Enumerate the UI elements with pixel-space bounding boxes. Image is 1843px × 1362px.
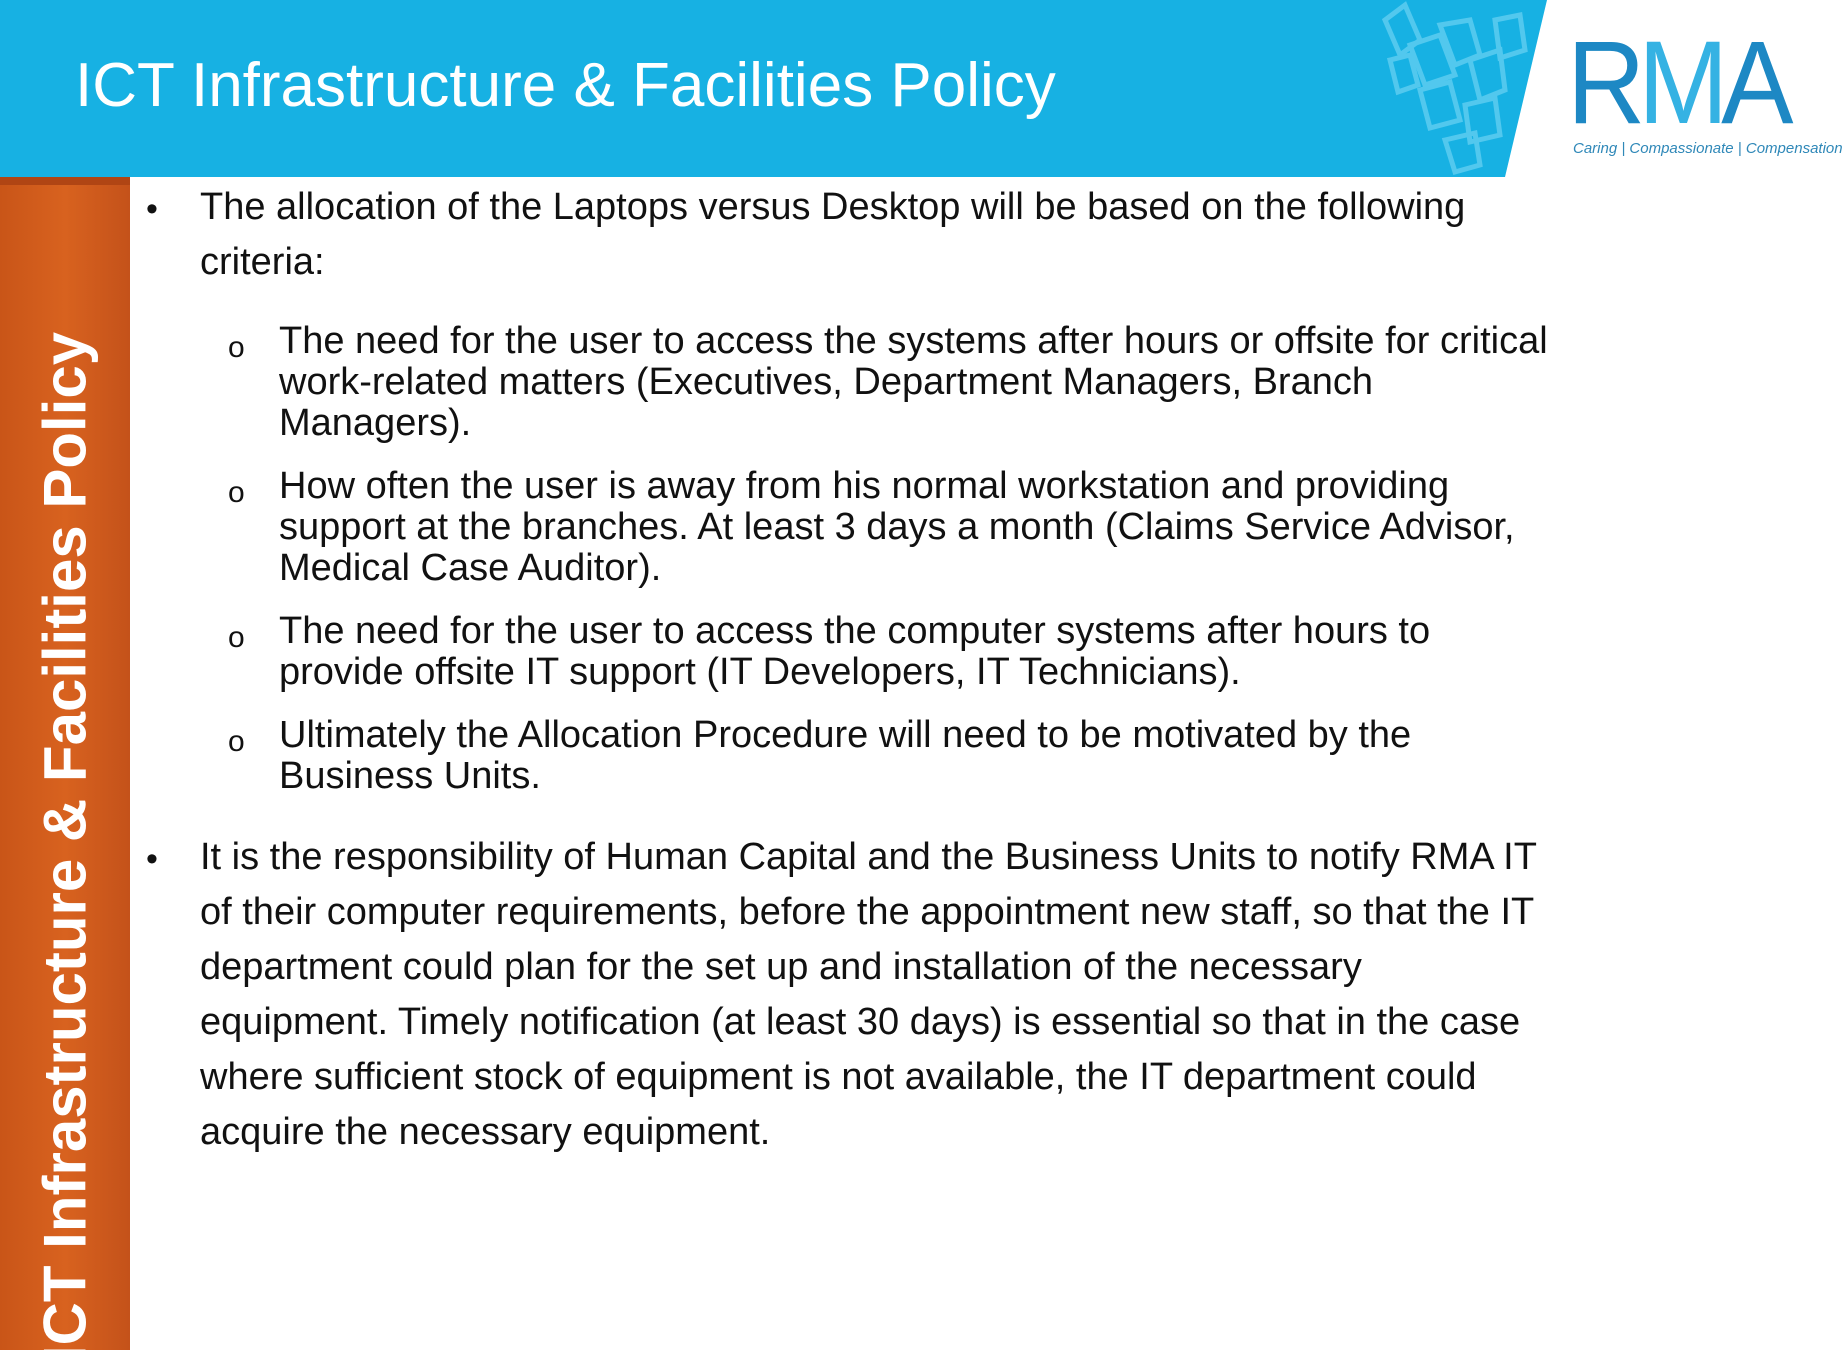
bullet2-line: where sufficient stock of equipment is not available, the IT department could — [200, 1056, 1477, 1098]
sub-bullet-marker: o — [228, 621, 245, 654]
logo-tagline: Caring | Compassionate | Compensation — [1573, 140, 1843, 157]
bullet-marker: • — [146, 840, 158, 878]
bullet2-line: equipment. Timely notification (at least 30 days) is essential so that in the case — [200, 1001, 1521, 1043]
bullet1-line: The allocation of the Laptops versus Desktop will be based on the following — [200, 186, 1466, 228]
sub-item-line: The need for the user to access the systems after hours or offsite for critical — [279, 320, 1548, 362]
page-title: ICT Infrastructure & Facilities Policy — [75, 51, 1056, 120]
bullet2-line: of their computer requirements, before the appointment new staff, so that the IT — [200, 891, 1535, 933]
sub-item-line: provide offsite IT support (IT Developers, IT Technicians). — [279, 651, 1241, 693]
sub-item-line: Managers). — [279, 402, 472, 444]
bullet-marker: • — [146, 190, 158, 228]
sub-bullet-marker: o — [228, 725, 245, 758]
sub-item-line: Business Units. — [279, 755, 541, 797]
sub-bullet-marker: o — [228, 476, 245, 509]
bullet2-line: It is the responsibility of Human Capital and the Business Units to notify RMA IT — [200, 836, 1537, 878]
sidebar-title: ICT Infrastructure & Facilities Policy — [31, 331, 99, 1362]
bullet2-line: acquire the necessary equipment. — [200, 1111, 771, 1153]
sub-item-line: Medical Case Auditor). — [279, 547, 662, 589]
sub-bullet-marker: o — [228, 331, 245, 364]
sub-item-line: work-related matters (Executives, Department Managers, Branch — [279, 361, 1373, 403]
sub-item-line: How often the user is away from his normal workstation and providing — [279, 465, 1450, 507]
logo-letters: RMA — [1567, 17, 1787, 149]
sub-item-line: The need for the user to access the computer systems after hours to — [279, 610, 1431, 652]
bullet1-line: criteria: — [200, 241, 325, 283]
sub-item-line: Ultimately the Allocation Procedure will need to be motivated by the — [279, 714, 1412, 756]
bullet2-line: department could plan for the set up and installation of the necessary — [200, 946, 1362, 988]
sub-item-line: support at the branches. At least 3 days a month (Claims Service Advisor, — [279, 506, 1515, 548]
